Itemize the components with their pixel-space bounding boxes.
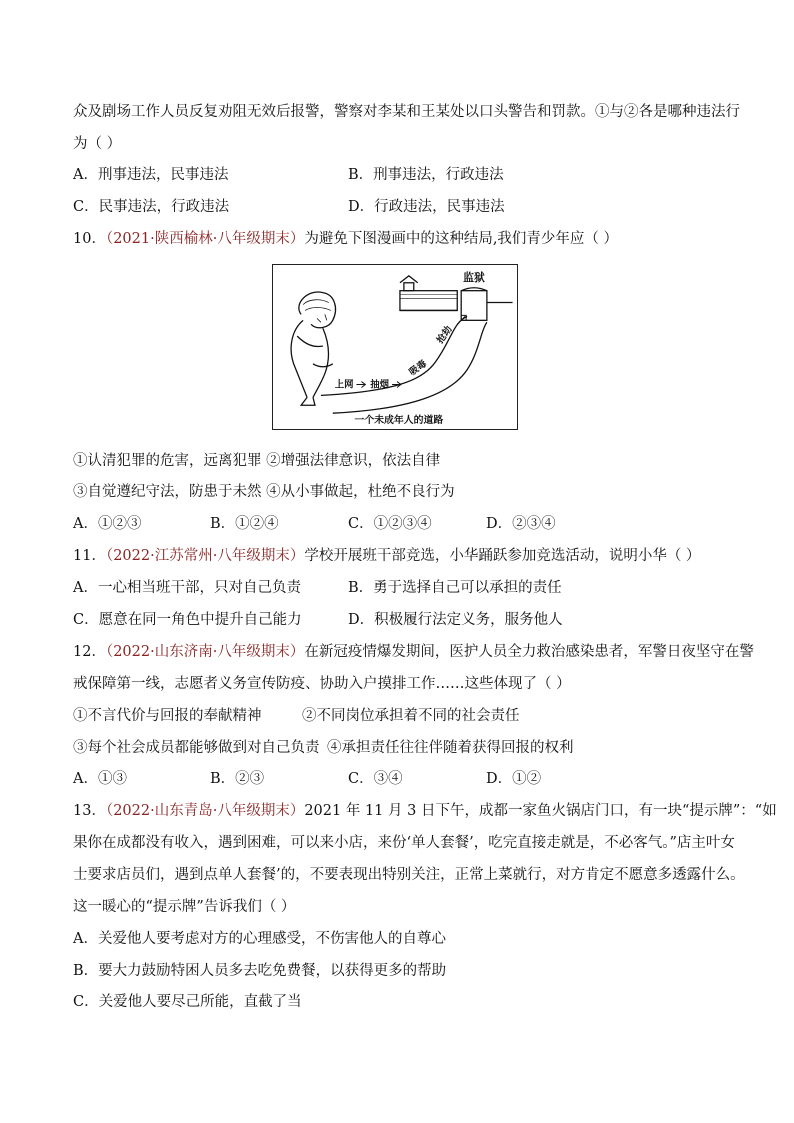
q12-number: 12． (73, 644, 106, 660)
q10-source: （2021·陕西榆林·八年级期末） (105, 231, 305, 247)
q9-option-a[interactable]: A．刑事违法，民事违法 (73, 167, 229, 183)
arrow-icon (356, 382, 365, 388)
cartoon-caption: 一个未成年人的道路 (354, 415, 444, 427)
q11-stem (73, 546, 700, 566)
q11-number: 11． (73, 548, 106, 564)
q10-option-d[interactable]: D．②③④ (486, 516, 556, 532)
q11-question: 学校开展班干部竞选，小华踊跃参加竞选活动，说明小华（ ） (304, 548, 701, 564)
q13-question-part1: 2021 年 11 月 3 日下午，成都一家鱼火锅店门口，有一块“提示牌”：“如 (304, 803, 777, 819)
q13-stem-line2: 果你在成都没有收入，遇到困难，可以来小店，来份‘单人套餐’，吃完直接走就是，不必客气。”店主叶女 (73, 835, 735, 851)
q10-option-b[interactable]: B．①②④ (210, 516, 279, 532)
q10-question: 为避免下图漫画中的这种结局,我们青少年应（ ） (304, 231, 619, 247)
q13-option-a[interactable]: A．关爱他人要考虑对方的心理感受，不伤害他人的自尊心 (73, 931, 446, 947)
q10-item-line1: ①认清犯罪的危害，远离犯罪 ②增强法律意识，依法自律 (73, 453, 441, 469)
q13-option-b[interactable]: B．要大力鼓励特困人员多去吃免费餐，以获得更多的帮助 (73, 963, 447, 979)
q12-question-part1: 在新冠疫情爆发期间，医护人员全力救治感染患者，军警日夜坚守在警 (304, 644, 754, 660)
q9-stem-line1: 众及剧场工作人员反复劝阻无效后报警，警察对李某和王某处以口头警告和罚款。①与②各是哪种违法行 (73, 104, 740, 120)
q10-option-c[interactable]: C．①②③④ (348, 516, 432, 532)
q11-option-d[interactable]: D．积极履行法定义务，服务他人 (348, 612, 563, 628)
q10-stem (73, 229, 618, 249)
q10-cartoon (272, 264, 518, 430)
q11-option-b[interactable]: B．勇于选择自己可以承担的责任 (348, 580, 562, 596)
q12-item-1: ①不言代价与回报的奉献精神 (73, 708, 262, 724)
q12-stem-line2: 戒保障第一线，志愿者义务宣传防疫、协助入户摸排工作……这些体现了（ ） (73, 676, 571, 692)
road-path (321, 316, 487, 413)
step-online-label: 上网 (334, 379, 354, 391)
q12-item-2: ②不同岗位承担着不同的社会责任 (302, 708, 520, 724)
q10-option-a[interactable]: A．①②③ (73, 516, 142, 532)
q9-option-c[interactable]: C．民事违法，行政违法 (73, 199, 230, 215)
step-drugs-label: 吸毒 (407, 358, 429, 379)
q13-stem-line1 (73, 801, 777, 821)
q13-stem-line3: 士要求店员们，遇到点单人套餐’的，不要表现出特别关注，正常上菜就行，对方肯定不愿意多透露什么。 (73, 867, 745, 883)
q10-item-line2: ③自觉遵纪守法，防患于未然 ④从小事做起，杜绝不良行为 (73, 484, 455, 500)
cartoon-illustration (273, 265, 517, 429)
q10-number: 10． (73, 231, 106, 247)
prison-building (400, 276, 513, 320)
q13-stem-line4: 这一暖心的“提示牌”告诉我们（ ） (73, 899, 296, 915)
q9-stem-line2: 为（ ） (73, 136, 122, 152)
q9-option-b[interactable]: B．刑事违法，行政违法 (348, 167, 504, 183)
youth-figure (291, 292, 335, 405)
q12-stem-line1 (73, 642, 754, 662)
q12-source: （2022·山东济南·八年级期末） (105, 644, 305, 660)
q11-option-c[interactable]: C．愿意在同一角色中提升自己能力 (73, 612, 302, 628)
q12-option-a[interactable]: A．①③ (73, 771, 127, 787)
prison-label: 监狱 (463, 270, 485, 284)
q9-option-d[interactable]: D．行政违法，民事违法 (348, 199, 505, 215)
q13-source: （2022·山东青岛·八年级期末） (105, 803, 305, 819)
step-robbery-label: 抢劫 (434, 324, 455, 346)
step-smoking-label: 抽烟 (370, 379, 390, 391)
q13-number: 13． (73, 803, 106, 819)
q12-option-c[interactable]: C．③④ (348, 771, 403, 787)
q11-source: （2022·江苏常州·八年级期末） (105, 548, 305, 564)
q11-option-a[interactable]: A．一心相当班干部，只对自己负责 (73, 580, 301, 596)
q12-option-b[interactable]: B．②③ (210, 771, 265, 787)
q12-option-d[interactable]: D．①② (486, 771, 542, 787)
q12-item-3: ③每个社会成员都能够做到对自己负责 (73, 740, 320, 756)
q13-option-c[interactable]: C．关爱他人要尽己所能，直截了当 (73, 994, 302, 1010)
q12-item-4: ④承担责任往往伴随着获得回报的权利 (327, 740, 574, 756)
